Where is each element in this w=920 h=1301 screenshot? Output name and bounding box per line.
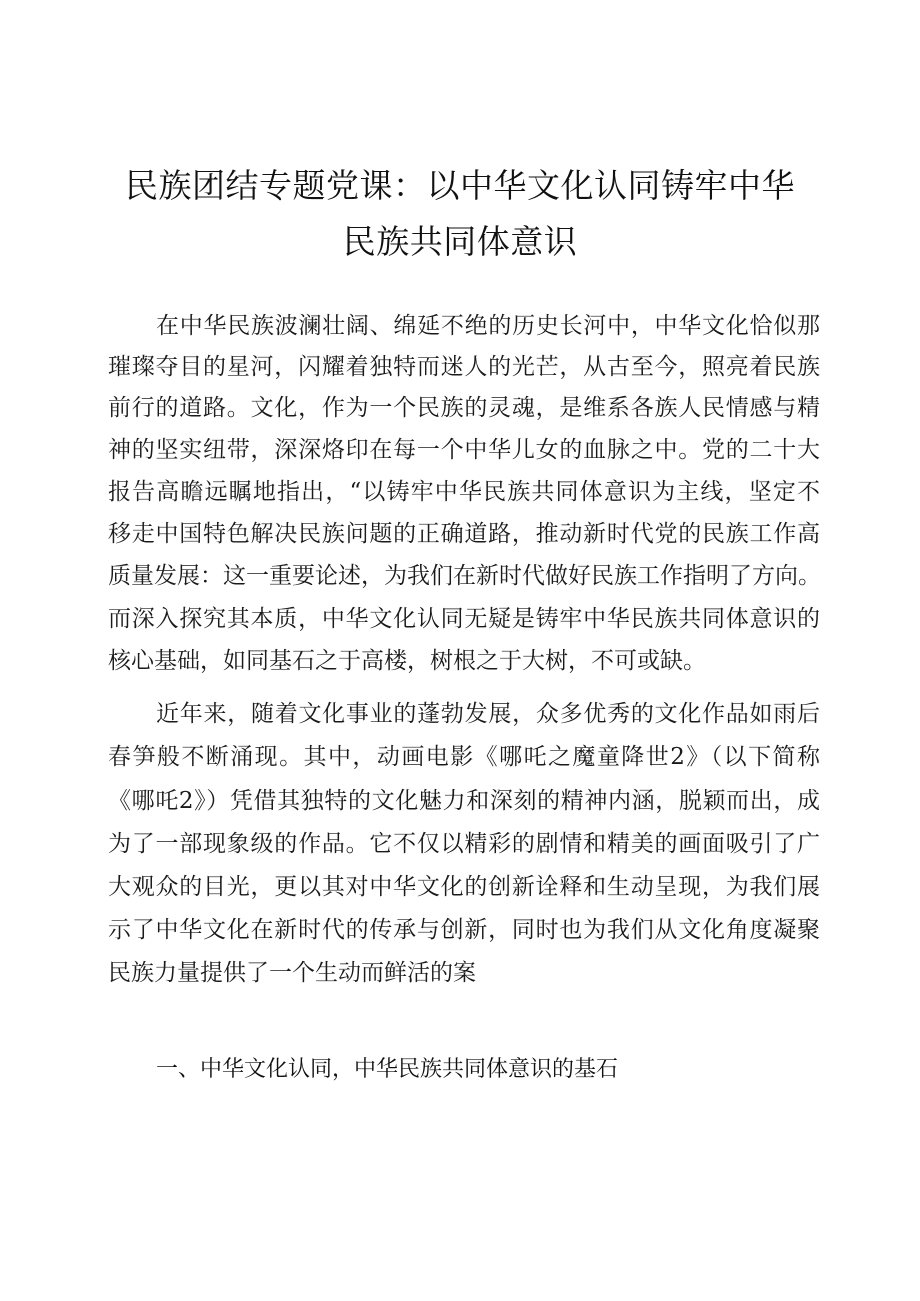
paragraph-2-line: 春笋般不断涌现。其中，动画电影《哪吒之魔童降世2》（以下简称	[108, 744, 820, 770]
paragraph-1-line: 前行的道路。文化，作为一个民族的灵魂，是维系各族人民情感与精	[108, 395, 820, 421]
paragraph-2-line: 民族力量提供了一个生动而鲜活的案	[108, 960, 476, 986]
section-heading: 一、中华文化认同，中华民族共同体意识的基石	[156, 1057, 619, 1082]
paragraph-1-line: 移走中国特色解决民族问题的正确道路，推动新时代党的民族工作高	[108, 521, 820, 547]
document-title-line-2: 民族共同体意识	[342, 222, 578, 261]
document-title-line-1: 民族团结专题党课：以中华文化认同铸牢中华	[125, 166, 795, 205]
paragraph-2-line: 《哪吒2》）凭借其独特的文化魅力和深刻的精神内涵，脱颖而出，成	[108, 788, 820, 814]
paragraph-2-line: 近年来，随着文化事业的蓬勃发展，众多优秀的文化作品如雨后	[156, 701, 820, 727]
paragraph-2-line: 示了中华文化在新时代的传承与创新，同时也为我们从文化角度凝聚	[108, 917, 820, 943]
paragraph-1-line: 报告高瞻远瞩地指出，“以铸牢中华民族共同体意识为主线，坚定不	[108, 479, 820, 505]
paragraph-2-line: 为了一部现象级的作品。它不仅以精彩的剧情和精美的画面吸引了广	[108, 831, 820, 857]
paragraph-1-line: 璀璨夺目的星河，闪耀着独特而迷人的光芒，从古至今，照亮着民族	[108, 354, 820, 380]
paragraph-1-line: 核心基础，如同基石之于高楼，树根之于大树，不可或缺。	[108, 648, 706, 674]
paragraph-2-line: 大观众的目光，更以其对中华文化的创新诠释和生动呈现，为我们展	[108, 874, 820, 900]
paragraph-1-line: 质量发展：这一重要论述，为我们在新时代做好民族工作指明了方向。	[108, 563, 821, 589]
paragraph-1-line: 在中华民族波澜壮阔、绵延不绝的历史长河中，中华文化恰似那	[156, 313, 820, 339]
paragraph-1-line: 神的坚实纽带，深深烙印在每一个中华儿女的血脉之中。党的二十大	[108, 437, 820, 463]
paragraph-1-line: 而深入探究其本质，中华文化认同无疑是铸牢中华民族共同体意识的	[108, 606, 820, 632]
